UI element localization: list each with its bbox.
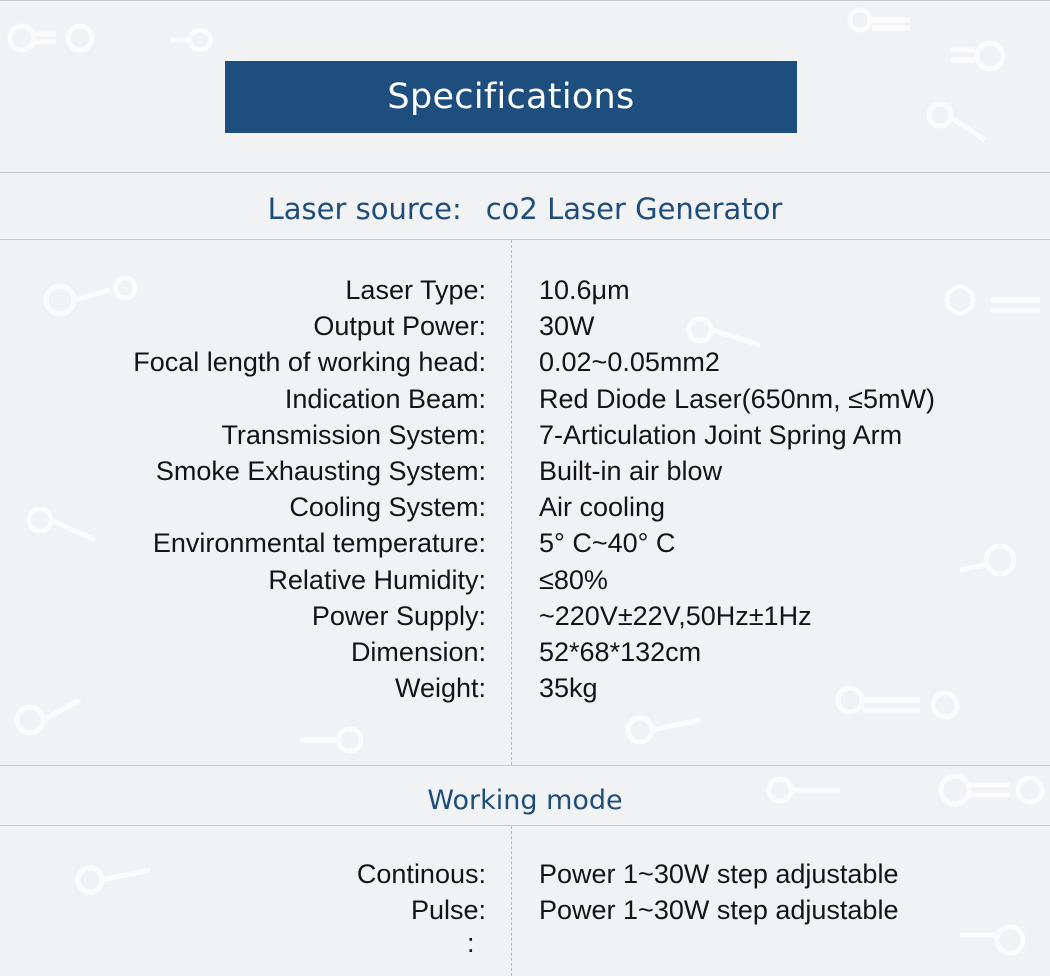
spec-value: 5° C~40° C (539, 528, 676, 559)
spec-label: Indication Beam: (284, 383, 486, 414)
spec-row (0, 456, 1050, 492)
spec-row (0, 492, 1050, 528)
laser-source-heading (0, 192, 1050, 226)
spec-row (0, 347, 1050, 383)
working-mode-heading: Working mode (427, 785, 623, 816)
spec-label: Transmission System: (221, 419, 486, 450)
laser-source-top-divider (0, 172, 1050, 173)
mode-row (0, 895, 1050, 931)
spec-row (0, 275, 1050, 311)
mode-label: Pulse: (410, 895, 486, 926)
spec-value: 10.6μm (539, 275, 630, 305)
specs-table (0, 275, 1050, 709)
spec-label: Laser Type: (345, 275, 486, 305)
spec-label: Relative Humidity: (268, 564, 486, 595)
spec-value: 52*68*132cm (539, 636, 702, 667)
spec-label: Power Supply: (311, 600, 486, 631)
spec-row (0, 384, 1050, 420)
spec-row (0, 601, 1050, 637)
spec-row (0, 528, 1050, 564)
page-title: Specifications (225, 61, 797, 133)
spec-label: Dimension: (350, 636, 486, 667)
spec-row (0, 311, 1050, 347)
spec-row (0, 673, 1050, 709)
spec-value: Built-in air blow (539, 455, 723, 486)
spec-label: Environmental temperature: (152, 528, 486, 559)
mode-row (0, 859, 1050, 895)
spec-value: ~220V±22V,50Hz±1Hz (539, 600, 812, 631)
spec-row (0, 637, 1050, 673)
spec-value: 30W (539, 311, 595, 342)
spec-label: Output Power: (313, 311, 486, 342)
mode-label: Continous: (356, 859, 486, 889)
working-mode-top-divider (0, 765, 1050, 766)
laser-source-bottom-divider (0, 239, 1050, 240)
trailing-colon: : (467, 928, 475, 958)
laser-source-label: Laser source: (267, 192, 462, 226)
spec-label: Cooling System: (289, 492, 486, 523)
spec-label: Weight: (394, 673, 486, 704)
spec-value: 35kg (539, 673, 598, 704)
working-mode-bottom-divider (0, 825, 1050, 826)
spec-value: 7-Articulation Joint Spring Arm (539, 419, 903, 450)
mode-value: Power 1~30W step adjustable (539, 895, 899, 926)
spec-label: Focal length of working head: (133, 347, 486, 378)
spec-value: Air cooling (539, 492, 666, 523)
top-divider (0, 0, 1050, 1)
spec-value: ≤80% (539, 564, 608, 595)
spec-value: 0.02~0.05mm2 (539, 347, 720, 378)
mode-value: Power 1~30W step adjustable (539, 859, 899, 889)
laser-source-value: co2 Laser Generator (485, 192, 783, 226)
spec-row (0, 565, 1050, 601)
spec-value: Red Diode Laser(650nm, ≤5mW) (539, 383, 935, 414)
working-mode-table (0, 859, 1050, 931)
spec-row (0, 420, 1050, 456)
spec-label: Smoke Exhausting System: (155, 455, 486, 486)
